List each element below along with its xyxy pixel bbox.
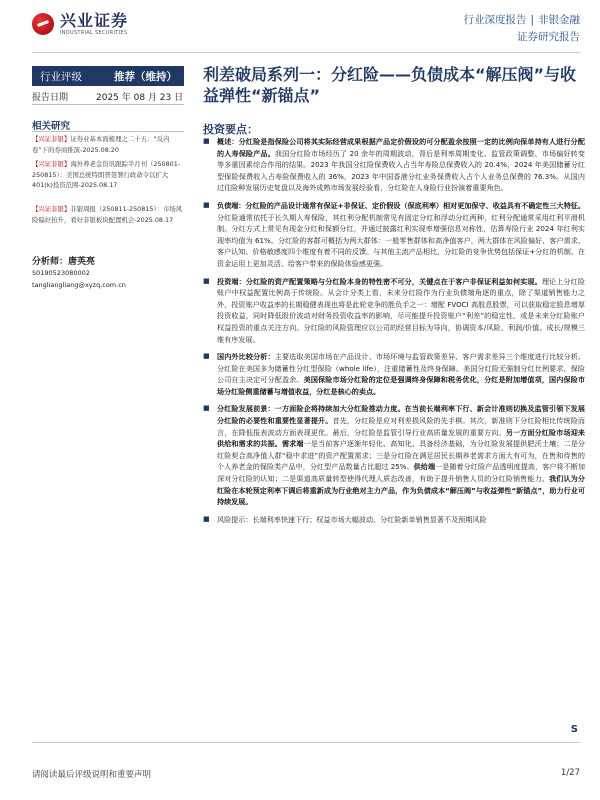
- logo-mark-icon: [32, 13, 54, 35]
- related-item[interactable]: 【兴证非银】非银周报（250811-250815）：市场风险偏好抬升，看好非银板块配置机会-2025.08.17: [32, 205, 183, 224]
- company-logo: [32, 12, 128, 36]
- rating-box: [32, 66, 184, 86]
- related-divider: [32, 131, 184, 132]
- related-research-heading: 相关研究: [32, 121, 71, 132]
- footer-mark: S: [570, 724, 578, 735]
- bullet-comparison: ■ 国内外比较分析：主要选取美国市场在产品设计、市场环境与监管政策差异、客户需求差异三个维度进行比较分析。分红险在美国多为储蓄性分红型保险（whole life），注重储蓄性及终身保障。美国分红险无强制分红比例要求，保险公司自主决定可分配盈余。美国保险市场分红险的定位是强调终身保障和税务优化，分红是附加增值项，国内保险市场分红险侧重储蓄与增值收益，分红是核心的卖点。: [203, 351, 585, 397]
- logo-cn-text: 兴业证券: [60, 11, 129, 30]
- key-points-heading: 投资要点：: [203, 123, 258, 136]
- page-number: 1/27: [560, 768, 580, 778]
- rating-label: 行业评级: [40, 71, 82, 83]
- footer-divider: [32, 742, 580, 743]
- analyst-block: [32, 254, 184, 291]
- related-item[interactable]: 【兴证非银】海外养老金资讯跟踪半月刊（250801-250815）：美国总统特朗普签署行政命令以扩大 401(k)投资范围-2025.08.17: [32, 160, 181, 189]
- header-divider: [32, 52, 580, 53]
- bullet-investment-side: ■ 投资端：分红险的资产配置策略与分红险本身的特性密不可分，关键点在于客户非保证利益如何实现。理论上分红险账户中权益配置比例高于传统险。从会计分类上看，未来分红险作为行业负债端角逐的重点，除了渠道销售能力之外，投资账户收益率的长期稳健表现也将是此轮竞争的胜负手之一：增配 FVOCI 高股息股票，可以获取稳定股息增厚投资收益，同时降低股价波动对财务投资收益率的影响，尽可能提升投资账户“利差”的稳定性，或是未来分红险账户权益投资的重点关注方向。分红险的风险管理应以公司的经营目标为导向，协调资本/风险、利润/价值、成长/规模三维有序发展。: [203, 276, 585, 346]
- report-header-meta: 行业深度报告 | 非银金融 证券研究报告: [463, 12, 580, 46]
- analyst-name: 唐英亮: [68, 257, 96, 267]
- rating-value: 推荐（维持）: [114, 71, 177, 83]
- report-date-row: [32, 90, 184, 103]
- analyst-license: S0190523080002: [32, 269, 90, 277]
- report-date-value: 2025 年 08 月 23 日: [96, 93, 184, 103]
- report-sector: 非银金融: [538, 14, 580, 26]
- report-title: 利差破局系列一：分红险——负债成本“解压阀”与收益弹性“新锚点”: [203, 65, 577, 105]
- footer-disclaimer[interactable]: 请阅读最后评级说明和重要声明: [32, 770, 152, 780]
- bullet-outlook: ■ 分红险发展前景：一方面险企将持续加大分红险推动力度。在当前长端利率下行、新会计准则切换及监管引领下发展分红险的必要性和重要性显著提升。首先，分红险是应对利差损风险的先手棋。其次，新准则下分红险相比传统险而言，在降低报表波动方面表现更优。最后，分红险是监管引导行业高质量发展的重要方向。另一方面分红险市场迎来供给和需求的共振。需求端一是当前客户逐渐年轻化、高知化、具备经济基础，为分红险发展提供肥沃土壤；二是分红险契合高净值人群“稳中求进”的资产配置需求；三是分红险在满足居民长期养老需求方面大有可为，在售和待售的个人养老金的保险类产品中，分红型产品数量占比超过 25%。供给端一是随着分红险产品透明度提高，客户将不断加深对分红险的认知；二是渠道高质量转型使得代理人质态改善，有助于提升销售人员的分红险销售能力。我们认为分红险在本轮预定利率下调后将重新成为行业绝对主力产品，作为负债成本“解压阀”与收益弹性“新锚点”，助力行业可持续发展。: [203, 403, 585, 507]
- report-type: 行业深度报告: [463, 14, 527, 26]
- key-points-list: [203, 136, 585, 531]
- bullet-liability-side: ■ 负债端：分红险的产品设计通常有保证+非保证、定价假设（保底利率）相对更加保守、收益具有不确定性三大特征。分红险通常依托于长久期人寿保险，其红利分配机制常见有固定分红和浮动分红两种，红利分配通常采用红利平滑机制。分红方式上常见有现金分红和保额分红，并通过披露红利实现率增强信息对称性，估算寿险行业 2024 年红利实现率均值为 61%。分红险的客群可概括为两大群体：一般零售群体和高净值客户，两大群体在风险偏好、客户需求、客户认知、价格敏感度四个维度有着不同的反馈。与其他主流产品相比，分红险的竞争优势包括保证+分红的机制、在资金运用上更加灵活、给客户带来的保险体验感更强。: [203, 200, 585, 270]
- analyst-email[interactable]: tangliangliang@xyzq.com.cn: [32, 281, 126, 289]
- report-dept: 证券研究报告: [517, 31, 580, 43]
- related-item[interactable]: 【兴证非银】证券业基本面梳理之二十五：“反内卷”下的券商推演-2025.08.20: [32, 135, 170, 154]
- bullet-risk-warning: ■ 风险提示：长端利率快速下行；权益市场大幅波动、分红险新单销售显著不及预期风险: [203, 514, 585, 526]
- analyst-label: 分析师：: [32, 257, 69, 267]
- report-date-label: 报告日期: [32, 93, 69, 103]
- logo-en-text: INDUSTRIAL SECURITIES: [60, 30, 128, 36]
- bullet-overview: ■ 概述：分红险是指保险公司将其实际经营成果根据产品定价假设的可分配盈余按照一定的比例向保单持有人进行分配的人寿保险产品。我国分红险市场经历了 20 余年的周期波动，背后是利率周期变化、监管政策调整、市场偏好转变等多重因素综合作用的结果。2023 年我国分红险保费收入占当年寿险总保费收入的 20.4%，2024 年美国储蓄分红型保险保费收入占寿险保费收入的 36%，2023 年中国香港分红业务保费收入占个人业务总保费的 76.3%。从国内过往险种发展历史复盘以及海外成熟市场发展经验看，分红险在人身险行业扮演着重要角色。: [203, 136, 585, 194]
- side-divider: [32, 104, 184, 105]
